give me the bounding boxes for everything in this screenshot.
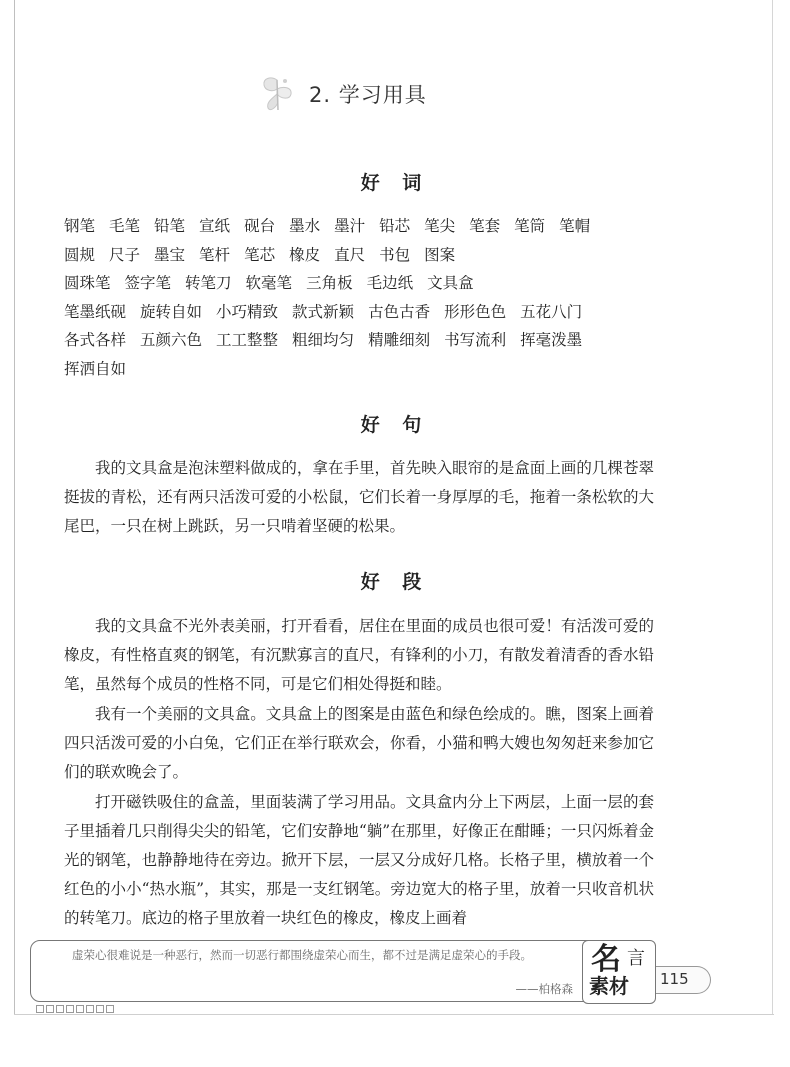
good-word: 各式各样: [64, 331, 127, 349]
badge-ming: 名: [591, 942, 621, 977]
good-word: 书写流利: [444, 331, 507, 349]
good-sentence-paragraph: 我的文具盒是泡沫塑料做成的，拿在手里，首先映入眼帘的是盒面上画的几棵苍翠挺拔的青松，还有两只活泼可爱的小松鼠，它们长着一身厚厚的毛，拖着一条松软的大尾巴，一只在树上跳跃，另一只啃着坚硬的松果。: [64, 459, 654, 535]
footer-dots: [36, 1005, 116, 1013]
page-number: 115: [660, 970, 689, 988]
good-word: 书包: [379, 245, 411, 264]
good-word: 笔墨纸砚: [64, 302, 127, 321]
good-word: 圆规: [64, 245, 96, 264]
good-word: 小巧精致: [216, 302, 279, 321]
quote-box: [30, 940, 598, 1002]
word-row: [64, 326, 704, 355]
good-word: 笔尖: [424, 217, 456, 235]
good-word: 图案: [424, 245, 456, 264]
good-word: 笔套: [469, 217, 501, 235]
good-word: 五颜六色: [140, 331, 203, 349]
good-word: 粗细均匀: [292, 331, 355, 349]
word-row: [64, 212, 704, 241]
word-row: [64, 269, 704, 298]
good-word: 五花八门: [520, 302, 583, 321]
good-words-heading: 好 词: [360, 172, 430, 194]
good-paragraphs-heading: 好 段: [360, 571, 430, 593]
good-word: 圆珠笔: [64, 274, 111, 292]
good-word: 工工整整: [216, 331, 279, 349]
good-words-list: [64, 212, 704, 383]
good-paragraph-2: 我有一个美丽的文具盒。文具盒上的图案是由蓝色和绿色绘成的。瞧，图案上画着四只活泼可爱的小白兔，它们正在举行联欢会，你看，小猫和鸭大嫂也匆匆赶来参加它们的联欢晚会了。: [64, 705, 654, 781]
good-word: 宣纸: [199, 217, 231, 235]
good-word: 笔杆: [199, 245, 231, 264]
good-word: 钢笔: [64, 217, 96, 235]
good-word: 墨宝: [154, 245, 186, 264]
good-word: 文具盒: [427, 274, 474, 292]
good-word: 墨汁: [334, 217, 366, 235]
good-word: 砚台: [244, 217, 276, 235]
badge-sucai: 素材: [589, 974, 629, 998]
chapter-title: 2. 学习用具: [309, 83, 427, 107]
good-paragraph-1: 我的文具盒不光外表美丽，打开看看，居住在里面的成员也很可爱！有活泼可爱的橡皮，有性格直爽的钢笔，有沉默寡言的直尺，有锋利的小刀，有散发着清香的香水铅笔，虽然每个成员的性格不同，可是它们相处得挺和睦。: [64, 617, 654, 693]
chapter-header: [255, 70, 427, 118]
page-border-left: [14, 0, 15, 1015]
good-word: 精雕细刻: [368, 331, 431, 349]
butterfly-ornament-icon: [255, 72, 299, 116]
good-word: 形形色色: [444, 302, 507, 321]
good-word: 挥洒自如: [64, 359, 127, 378]
good-word: 笔芯: [244, 245, 276, 264]
good-word: 古色古香: [368, 302, 431, 321]
famous-quote-badge: [582, 940, 656, 1004]
bottom-rule: [14, 1014, 774, 1015]
good-word: 笔筒: [514, 217, 546, 235]
word-row: [64, 241, 704, 270]
good-word: 软毫笔: [245, 274, 293, 292]
quote-text: 虚荣心很难说是一种恶行，然而一切恶行都围绕虚荣心而生，都不过是满足虚荣心的手段。: [72, 948, 532, 962]
page-border-right: [772, 0, 773, 1015]
good-word: 毛笔: [109, 217, 141, 235]
good-word: 墨水: [289, 217, 321, 235]
good-word: 直尺: [334, 245, 366, 264]
good-word: 橡皮: [289, 245, 321, 264]
good-word: 挥毫泼墨: [520, 331, 583, 349]
good-sentences-heading: 好 句: [360, 414, 430, 436]
badge-yan: 言: [627, 948, 645, 969]
good-word: 三角板: [306, 274, 353, 292]
quote-author: ——柏格森: [515, 982, 573, 996]
good-word: 尺子: [109, 245, 141, 264]
good-paragraph-3: 打开磁铁吸住的盒盖，里面装满了学习用品。文具盒内分上下两层，上面一层的套子里插着几只削得尖尖的铅笔，它们安静地“躺”在那里，好像正在酣睡；一只闪烁着金光的钢笔，也静静地待在旁边。掀开下层，一层又分成好几格。长格子里，横放着一个红色的小小“热水瓶”，其实，那是一支红钢笔。旁边宽大的格子里，放着一只收音机状的转笔刀。底边的格子里放着一块红色的橡皮，橡皮上画着: [64, 793, 654, 927]
good-word: 款式新颖: [292, 302, 355, 321]
word-row: [64, 355, 704, 384]
good-word: 签字笔: [124, 274, 172, 292]
good-word: 转笔刀: [185, 274, 232, 292]
good-word: 笔帽: [559, 217, 591, 235]
good-word: 铅笔: [154, 217, 186, 235]
page-number-pill: [652, 966, 711, 994]
good-word: 毛边纸: [366, 274, 414, 292]
good-word: 旋转自如: [140, 302, 203, 321]
word-row: [64, 298, 704, 327]
good-word: 铅芯: [379, 217, 411, 235]
